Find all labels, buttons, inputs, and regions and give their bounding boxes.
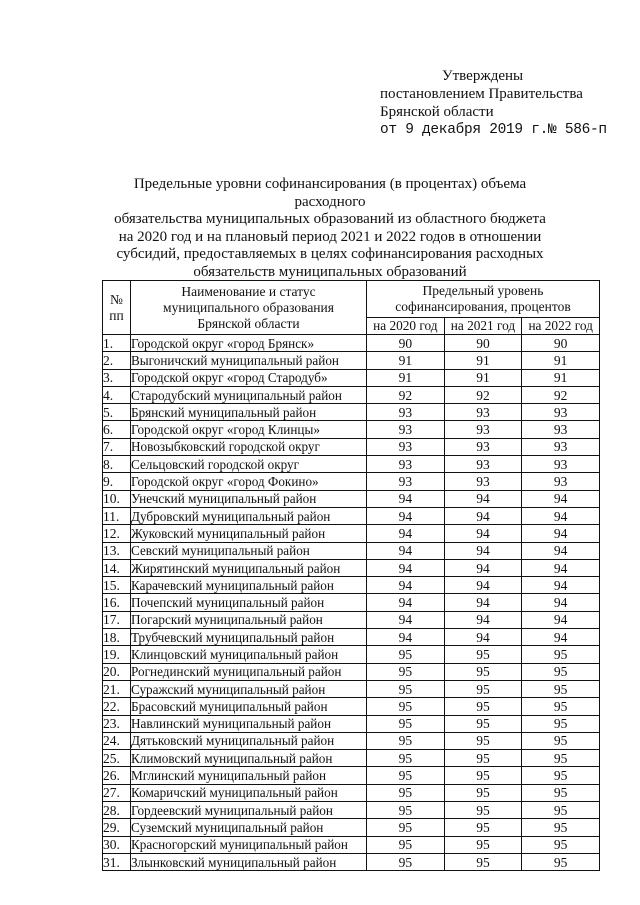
table-row [103, 594, 600, 611]
row-municipality-name: Почепский муниципальный район [131, 594, 367, 611]
header-name-line-3: Брянской области [197, 315, 300, 331]
title-line-2: обязательства муниципальных образований из областного бюджета [114, 211, 546, 227]
row-number: 24. [103, 732, 131, 749]
row-municipality-name: Городской округ «город Фокино» [131, 473, 367, 490]
title-line-4: субсидий, предоставляемых в целях софинансирования расходных [116, 246, 544, 262]
row-value-2021: 95 [444, 767, 522, 784]
row-value-2020: 95 [367, 750, 445, 767]
row-municipality-name: Красногорский муниципальный район [131, 836, 367, 853]
row-number: 7. [103, 438, 131, 455]
row-value-2021: 95 [444, 732, 522, 749]
row-municipality-name: Жуковский муниципальный район [131, 525, 367, 542]
table-row [103, 767, 600, 784]
row-value-2022: 94 [522, 577, 600, 594]
row-value-2021: 95 [444, 715, 522, 732]
table-row [103, 680, 600, 697]
table-row [103, 438, 600, 455]
row-value-2020: 94 [367, 525, 445, 542]
row-number: 21. [103, 680, 131, 697]
row-value-2020: 94 [367, 490, 445, 507]
row-municipality-name: Севский муниципальный район [131, 542, 367, 559]
row-value-2022: 94 [522, 542, 600, 559]
row-value-2021: 95 [444, 698, 522, 715]
row-number: 5. [103, 404, 131, 421]
row-number: 12. [103, 525, 131, 542]
header-level [367, 281, 600, 318]
row-value-2022: 95 [522, 750, 600, 767]
row-value-2021: 95 [444, 853, 522, 870]
row-municipality-name: Суземский муниципальный район [131, 819, 367, 836]
row-municipality-name: Комаричский муниципальный район [131, 784, 367, 801]
table-row [103, 853, 600, 870]
row-number: 6. [103, 421, 131, 438]
row-value-2022: 95 [522, 802, 600, 819]
row-number: 25. [103, 750, 131, 767]
row-number: 31. [103, 853, 131, 870]
header-level-line-2: софинансирования, процентов [395, 299, 571, 314]
row-municipality-name: Клинцовский муниципальный район [131, 646, 367, 663]
title-line-5: обязательств муниципальных образований [193, 263, 467, 280]
row-value-2020: 95 [367, 853, 445, 870]
table-row [103, 542, 600, 559]
row-number: 29. [103, 819, 131, 836]
row-value-2022: 95 [522, 646, 600, 663]
row-municipality-name: Унечский муниципальный район [131, 490, 367, 507]
row-value-2021: 94 [444, 611, 522, 628]
row-value-2022: 94 [522, 490, 600, 507]
row-municipality-name: Брянский муниципальный район [131, 404, 367, 421]
table-row [103, 784, 600, 801]
row-value-2022: 94 [522, 629, 600, 646]
row-number: 4. [103, 386, 131, 403]
row-value-2022: 95 [522, 767, 600, 784]
row-municipality-name: Городской округ «город Клинцы» [131, 421, 367, 438]
header-year-2022: на 2022 год [522, 318, 600, 335]
row-value-2021: 95 [444, 750, 522, 767]
table-row [103, 404, 600, 421]
row-value-2021: 95 [444, 819, 522, 836]
approval-block [380, 67, 607, 139]
row-value-2022: 94 [522, 611, 600, 628]
row-value-2021: 93 [444, 438, 522, 455]
row-value-2021: 91 [444, 369, 522, 386]
table-row [103, 352, 600, 369]
table-row [103, 577, 600, 594]
row-municipality-name: Выгоничский муниципальный район [131, 352, 367, 369]
table-row [103, 456, 600, 473]
row-number: 27. [103, 784, 131, 801]
row-value-2020: 94 [367, 611, 445, 628]
row-value-2022: 95 [522, 732, 600, 749]
row-value-2021: 94 [444, 629, 522, 646]
table-row [103, 369, 600, 386]
table-row [103, 421, 600, 438]
row-municipality-name: Рогнединский муниципальный район [131, 663, 367, 680]
row-value-2022: 95 [522, 853, 600, 870]
row-value-2021: 95 [444, 646, 522, 663]
table-row [103, 525, 600, 542]
row-municipality-name: Новозыбковский городской округ [131, 438, 367, 455]
row-value-2022: 94 [522, 559, 600, 576]
row-value-2022: 95 [522, 663, 600, 680]
row-number: 3. [103, 369, 131, 386]
row-municipality-name: Мглинский муниципальный район [131, 767, 367, 784]
row-number: 1. [103, 335, 131, 352]
row-municipality-name: Трубчевский муниципальный район [131, 629, 367, 646]
table-row [103, 629, 600, 646]
row-value-2021: 91 [444, 352, 522, 369]
row-value-2020: 95 [367, 715, 445, 732]
table-row [103, 507, 600, 524]
row-value-2020: 95 [367, 784, 445, 801]
row-value-2022: 94 [522, 507, 600, 524]
row-value-2022: 95 [522, 680, 600, 697]
row-value-2022: 91 [522, 369, 600, 386]
header-name-line-2: муниципального образования [163, 299, 334, 315]
row-municipality-name: Дубровский муниципальный район [131, 507, 367, 524]
row-value-2021: 95 [444, 663, 522, 680]
row-value-2021: 94 [444, 507, 522, 524]
table-row [103, 473, 600, 490]
row-value-2021: 95 [444, 680, 522, 697]
table-row [103, 819, 600, 836]
row-value-2021: 93 [444, 456, 522, 473]
row-value-2020: 90 [367, 335, 445, 352]
title-line-3: на 2020 год и на плановый период 2021 и 2022 годов в отношении [118, 228, 542, 245]
row-value-2020: 95 [367, 663, 445, 680]
row-value-2020: 94 [367, 507, 445, 524]
row-number: 2. [103, 352, 131, 369]
row-value-2022: 94 [522, 525, 600, 542]
row-municipality-name: Брасовский муниципальный район [131, 698, 367, 715]
row-value-2022: 93 [522, 473, 600, 490]
row-value-2020: 93 [367, 456, 445, 473]
row-value-2021: 94 [444, 577, 522, 594]
header-number-line-1: № [110, 291, 123, 307]
cofinancing-table [102, 280, 600, 871]
row-value-2022: 93 [522, 438, 600, 455]
approval-line-1: постановлением Правительства [380, 86, 583, 102]
row-number: 11. [103, 507, 131, 524]
row-value-2021: 94 [444, 559, 522, 576]
row-value-2022: 95 [522, 784, 600, 801]
table-row [103, 750, 600, 767]
row-value-2021: 95 [444, 836, 522, 853]
row-value-2021: 95 [444, 784, 522, 801]
row-value-2020: 95 [367, 732, 445, 749]
header-number [103, 281, 131, 335]
row-number: 18. [103, 629, 131, 646]
row-value-2021: 90 [444, 335, 522, 352]
header-year-2021: на 2021 год [444, 318, 522, 335]
row-number: 10. [103, 490, 131, 507]
row-value-2022: 93 [522, 421, 600, 438]
row-value-2021: 94 [444, 525, 522, 542]
row-value-2020: 94 [367, 629, 445, 646]
row-municipality-name: Жирятинский муниципальный район [131, 559, 367, 576]
document-title [100, 176, 560, 281]
row-value-2022: 92 [522, 386, 600, 403]
row-number: 20. [103, 663, 131, 680]
approval-line-2: Брянской области [380, 104, 494, 120]
table-row [103, 836, 600, 853]
table-row [103, 802, 600, 819]
table-row [103, 559, 600, 576]
header-year-2020: на 2020 год [367, 318, 445, 335]
row-municipality-name: Гордеевский муниципальный район [131, 802, 367, 819]
table-row [103, 715, 600, 732]
row-value-2020: 95 [367, 767, 445, 784]
row-value-2020: 92 [367, 386, 445, 403]
row-value-2021: 93 [444, 421, 522, 438]
row-number: 17. [103, 611, 131, 628]
row-municipality-name: Сельцовский городской округ [131, 456, 367, 473]
row-number: 30. [103, 836, 131, 853]
row-value-2020: 91 [367, 369, 445, 386]
table-row [103, 611, 600, 628]
header-number-line-2: пп [109, 307, 124, 323]
header-name-line-1: Наименование и статус [181, 283, 316, 299]
row-value-2020: 93 [367, 404, 445, 421]
row-value-2022: 95 [522, 819, 600, 836]
row-number: 16. [103, 594, 131, 611]
row-value-2020: 95 [367, 836, 445, 853]
row-value-2022: 95 [522, 698, 600, 715]
row-number: 22. [103, 698, 131, 715]
table-row [103, 335, 600, 352]
row-value-2022: 90 [522, 335, 600, 352]
row-value-2020: 95 [367, 698, 445, 715]
row-municipality-name: Злынковский муниципальный район [131, 853, 367, 870]
row-number: 26. [103, 767, 131, 784]
row-value-2021: 93 [444, 404, 522, 421]
row-value-2020: 95 [367, 802, 445, 819]
row-value-2020: 95 [367, 680, 445, 697]
row-number: 13. [103, 542, 131, 559]
row-value-2022: 93 [522, 404, 600, 421]
table-row [103, 646, 600, 663]
row-value-2020: 94 [367, 577, 445, 594]
table-body [103, 335, 600, 871]
row-number: 14. [103, 559, 131, 576]
row-value-2021: 94 [444, 490, 522, 507]
row-value-2021: 93 [444, 473, 522, 490]
row-municipality-name: Городской округ «город Стародуб» [131, 369, 367, 386]
row-municipality-name: Суражский муниципальный район [131, 680, 367, 697]
row-value-2022: 95 [522, 715, 600, 732]
row-value-2020: 95 [367, 646, 445, 663]
row-municipality-name: Городской округ «город Брянск» [131, 335, 367, 352]
row-number: 8. [103, 456, 131, 473]
row-value-2021: 94 [444, 594, 522, 611]
header-name [131, 281, 367, 335]
row-municipality-name: Дятьковский муниципальный район [131, 732, 367, 749]
table-row [103, 490, 600, 507]
approval-date: от 9 декабря 2019 г.№ 586-п [380, 122, 607, 138]
row-number: 9. [103, 473, 131, 490]
row-value-2021: 95 [444, 802, 522, 819]
row-value-2022: 91 [522, 352, 600, 369]
row-value-2020: 94 [367, 559, 445, 576]
row-value-2020: 93 [367, 438, 445, 455]
row-value-2020: 94 [367, 594, 445, 611]
row-value-2020: 93 [367, 421, 445, 438]
row-number: 15. [103, 577, 131, 594]
title-line-1: Предельные уровни софинансирования (в процентах) объема расходного [133, 176, 527, 210]
row-municipality-name: Погарский муниципальный район [131, 611, 367, 628]
row-value-2020: 93 [367, 473, 445, 490]
row-value-2020: 95 [367, 819, 445, 836]
row-number: 19. [103, 646, 131, 663]
row-number: 28. [103, 802, 131, 819]
row-number: 23. [103, 715, 131, 732]
row-municipality-name: Навлинский муниципальный район [131, 715, 367, 732]
row-municipality-name: Карачевский муниципальный район [131, 577, 367, 594]
row-municipality-name: Стародубский муниципальный район [131, 386, 367, 403]
row-value-2022: 93 [522, 456, 600, 473]
table-row [103, 663, 600, 680]
row-value-2020: 91 [367, 352, 445, 369]
table-row [103, 386, 600, 403]
row-value-2021: 94 [444, 542, 522, 559]
row-value-2020: 94 [367, 542, 445, 559]
table-row [103, 732, 600, 749]
row-municipality-name: Климовский муниципальный район [131, 750, 367, 767]
row-value-2022: 95 [522, 836, 600, 853]
approval-title: Утверждены [442, 68, 524, 84]
row-value-2022: 94 [522, 594, 600, 611]
row-value-2021: 92 [444, 386, 522, 403]
header-level-line-1: Предельный уровень [422, 283, 544, 298]
table-row [103, 698, 600, 715]
